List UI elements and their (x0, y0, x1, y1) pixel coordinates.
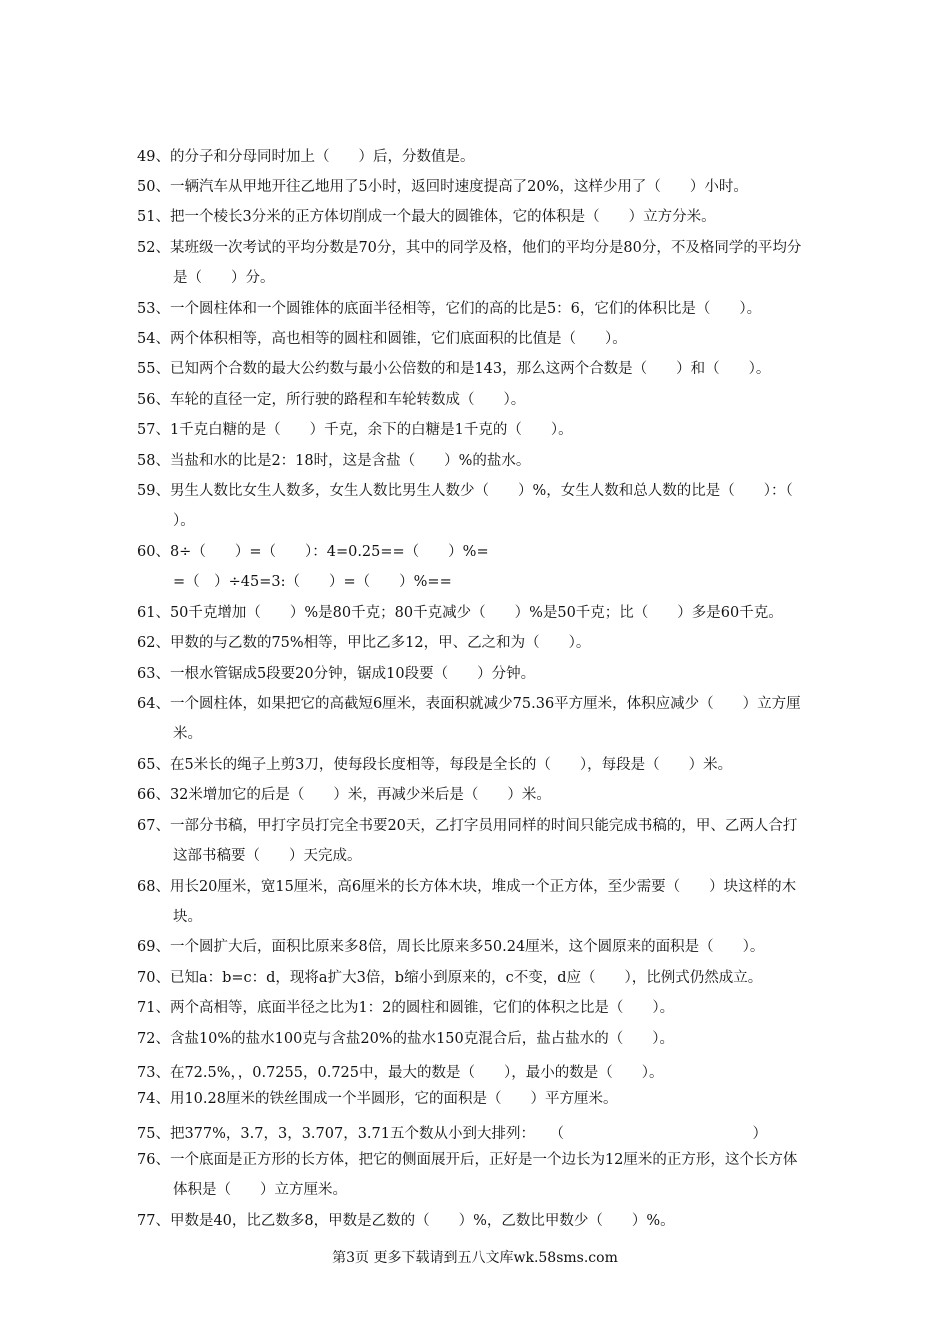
question-67: 67、一部分书稿，甲打字员打完全书要20天，乙打字员用同样的时间只能完成书稿的，甲、乙两人合打 这部书稿要（ ）天完成。 (137, 818, 798, 864)
question-69: 69、一个圆扩大后，面积比原来多8倍，周长比原来多50.24厘米，这个圆原来的面积是（ ）。 (137, 939, 765, 955)
question-52: 52、某班级一次考试的平均分数是70分，其中的同学及格，他们的平均分是80分，不及格同学的平均分 是（ ）分。 (137, 240, 802, 286)
page-footer: 第3页 更多下载请到五八文库wk.58sms.com (332, 1250, 618, 1266)
question-73: 73、在72.5%，，0.7255，0.725中，最大的数是（ ），最小的数是（ ）。 (137, 1065, 664, 1081)
question-62: 62、甲数的与乙数的75%相等，甲比乙多12，甲、乙之和为（ ）。 (137, 635, 591, 651)
question-63: 63、一根水管锯成5段要20分钟，锯成10段要（ ）分钟。 (137, 666, 536, 682)
question-61: 61、50千克增加（ ）%是80千克；80千克减少（ ）%是50千克；比（ ）多是60千克。 (137, 605, 783, 621)
question-60: 60、8÷（ ）=（ ）：4=0.25==（ ）%= =（ ）÷45=3:（ ）=（ ）%== (137, 544, 489, 590)
question-50: 50、一辆汽车从甲地开往乙地用了5小时，返回时速度提高了20%，这样少用了（ ）小时。 (137, 179, 748, 195)
question-75: 75、把377%，3.7，3，3.707，3.71五个数从小到大排列： （ ） (137, 1126, 767, 1142)
question-51: 51、把一个棱长3分米的正方体切削成一个最大的圆锥体，它的体积是（ ）立方分米。 (137, 209, 716, 225)
question-76: 76、一个底面是正方形的长方体，把它的侧面展开后，正好是一个边长为12厘米的正方形，这个长方体 体积是（ ）立方厘米。 (137, 1152, 798, 1198)
question-72: 72、含盐10%的盐水100克与含盐20%的盐水150克混合后，盐占盐水的（ ）。 (137, 1031, 675, 1047)
question-71: 71、两个高相等，底面半径之比为1：2的圆柱和圆锥，它们的体积之比是（ ）。 (137, 1000, 675, 1016)
question-54: 54、两个体积相等，高也相等的圆柱和圆锥，它们底面积的比值是（ ）。 (137, 331, 627, 347)
question-53: 53、一个圆柱体和一个圆锥体的底面半径相等，它们的高的比是5：6，它们的体积比是（ ）。 (137, 301, 762, 317)
question-65: 65、在5米长的绳子上剪3刀，使每段长度相等，每段是全长的（ ），每段是（ ）米。 (137, 757, 733, 773)
question-77: 77、甲数是40，比乙数多8，甲数是乙数的（ ）%，乙数比甲数少（ ）%。 (137, 1213, 675, 1229)
question-57: 57、1千克白糖的是（ ）千克，余下的白糖是1千克的（ ）。 (137, 422, 573, 438)
question-74: 74、用10.28厘米的铁丝围成一个半圆形，它的面积是（ ）平方厘米。 (137, 1091, 618, 1107)
question-56: 56、车轮的直径一定，所行驶的路程和车轮转数成（ ）。 (137, 392, 526, 408)
question-49: 49、的分子和分母同时加上（ ）后，分数值是。 (137, 149, 475, 165)
question-70: 70、已知a：b=c：d，现将a扩大3倍，b缩小到原来的，c不变，d应（ ），比例式仍然成立。 (137, 970, 763, 986)
question-64: 64、一个圆柱体，如果把它的高截短6厘米，表面积就减少75.36平方厘米，体积应减少（ ）立方厘 米。 (137, 696, 801, 742)
question-59: 59、男生人数比女生人数多，女生人数比男生人数少（ ）%，女生人数和总人数的比是（ ）：（ ）。 (137, 483, 793, 529)
question-58: 58、当盐和水的比是2：18时，这是含盐（ ）%的盐水。 (137, 453, 531, 469)
question-68: 68、用长20厘米，宽15厘米，高6厘米的长方体木块，堆成一个正方体，至少需要（ ）块这样的木 块。 (137, 879, 797, 925)
question-55: 55、已知两个合数的最大公约数与最小公倍数的和是143，那么这两个合数是（ ）和（ ）。 (137, 361, 771, 377)
question-66: 66、32米增加它的后是（ ）米，再减少米后是（ ）米。 (137, 787, 551, 803)
